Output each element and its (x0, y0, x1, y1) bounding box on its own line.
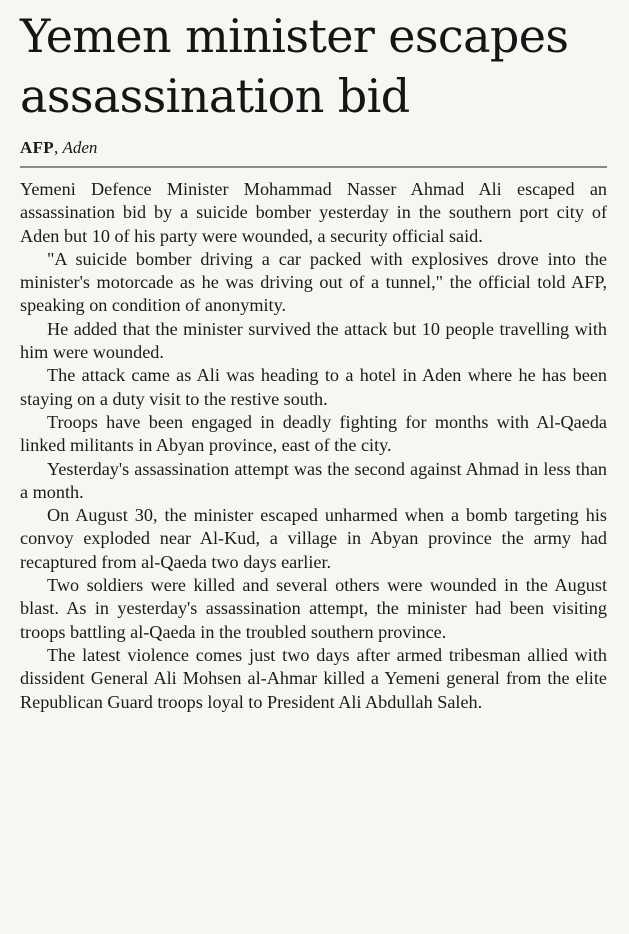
article-paragraph-7: On August 30, the minister escaped unharmed when a bomb targeting his convoy exploded near Al-Kud, a village in Abyan province the army had recaptured from al-Qaeda two days earlier. (20, 505, 607, 572)
headline-line-1: Yemen minister escapes (20, 9, 569, 63)
byline (20, 138, 607, 158)
article-paragraph-2: "A suicide bomber driving a car packed with explosives drove into the minister's motorcade as he was driving out of a tunnel," the official told AFP, speaking on condition of anonymity. (20, 248, 607, 316)
headline (20, 6, 607, 126)
article-paragraph-8: Two soldiers were killed and several others were wounded in the August blast. As in yesterday's assassination attempt, the minister had been visiting troops battling al-Qaeda in the troubled southern province. (20, 575, 607, 642)
headline-line-2: assassination bid (20, 69, 410, 123)
byline-agency: AFP (20, 138, 54, 157)
article-paragraph-9: The latest violence comes just two days after armed tribesman allied with dissident General Ali Mohsen al-Ahmar killed a Yemeni general from the elite Republican Guard troops loyal to President Ali Abdullah Saleh. (20, 644, 607, 712)
article-body (20, 178, 607, 714)
article-paragraph-5: Troops have been engaged in deadly fighting for months with Al-Qaeda linked militants in Abyan province, east of the city. (20, 411, 607, 456)
article-paragraph-1: Yemeni Defence Minister Mohammad Nasser Ahmad Ali escaped an assassination bid by a suicide bomber yesterday in the southern port city of Aden but 10 of his party were wounded, a security official said. (20, 179, 607, 246)
article-paragraph-6: Yesterday's assassination attempt was the second against Ahmad in less than a month. (20, 458, 607, 502)
byline-divider (20, 166, 607, 168)
article-paragraph-4: The attack came as Ali was heading to a hotel in Aden where he has been staying on a duty visit to the restive south. (20, 365, 607, 409)
byline-separator: , (53, 138, 63, 157)
article-paragraph-3: He added that the minister survived the attack but 10 people travelling with him were wounded. (20, 318, 607, 363)
byline-place: Aden (62, 138, 98, 157)
